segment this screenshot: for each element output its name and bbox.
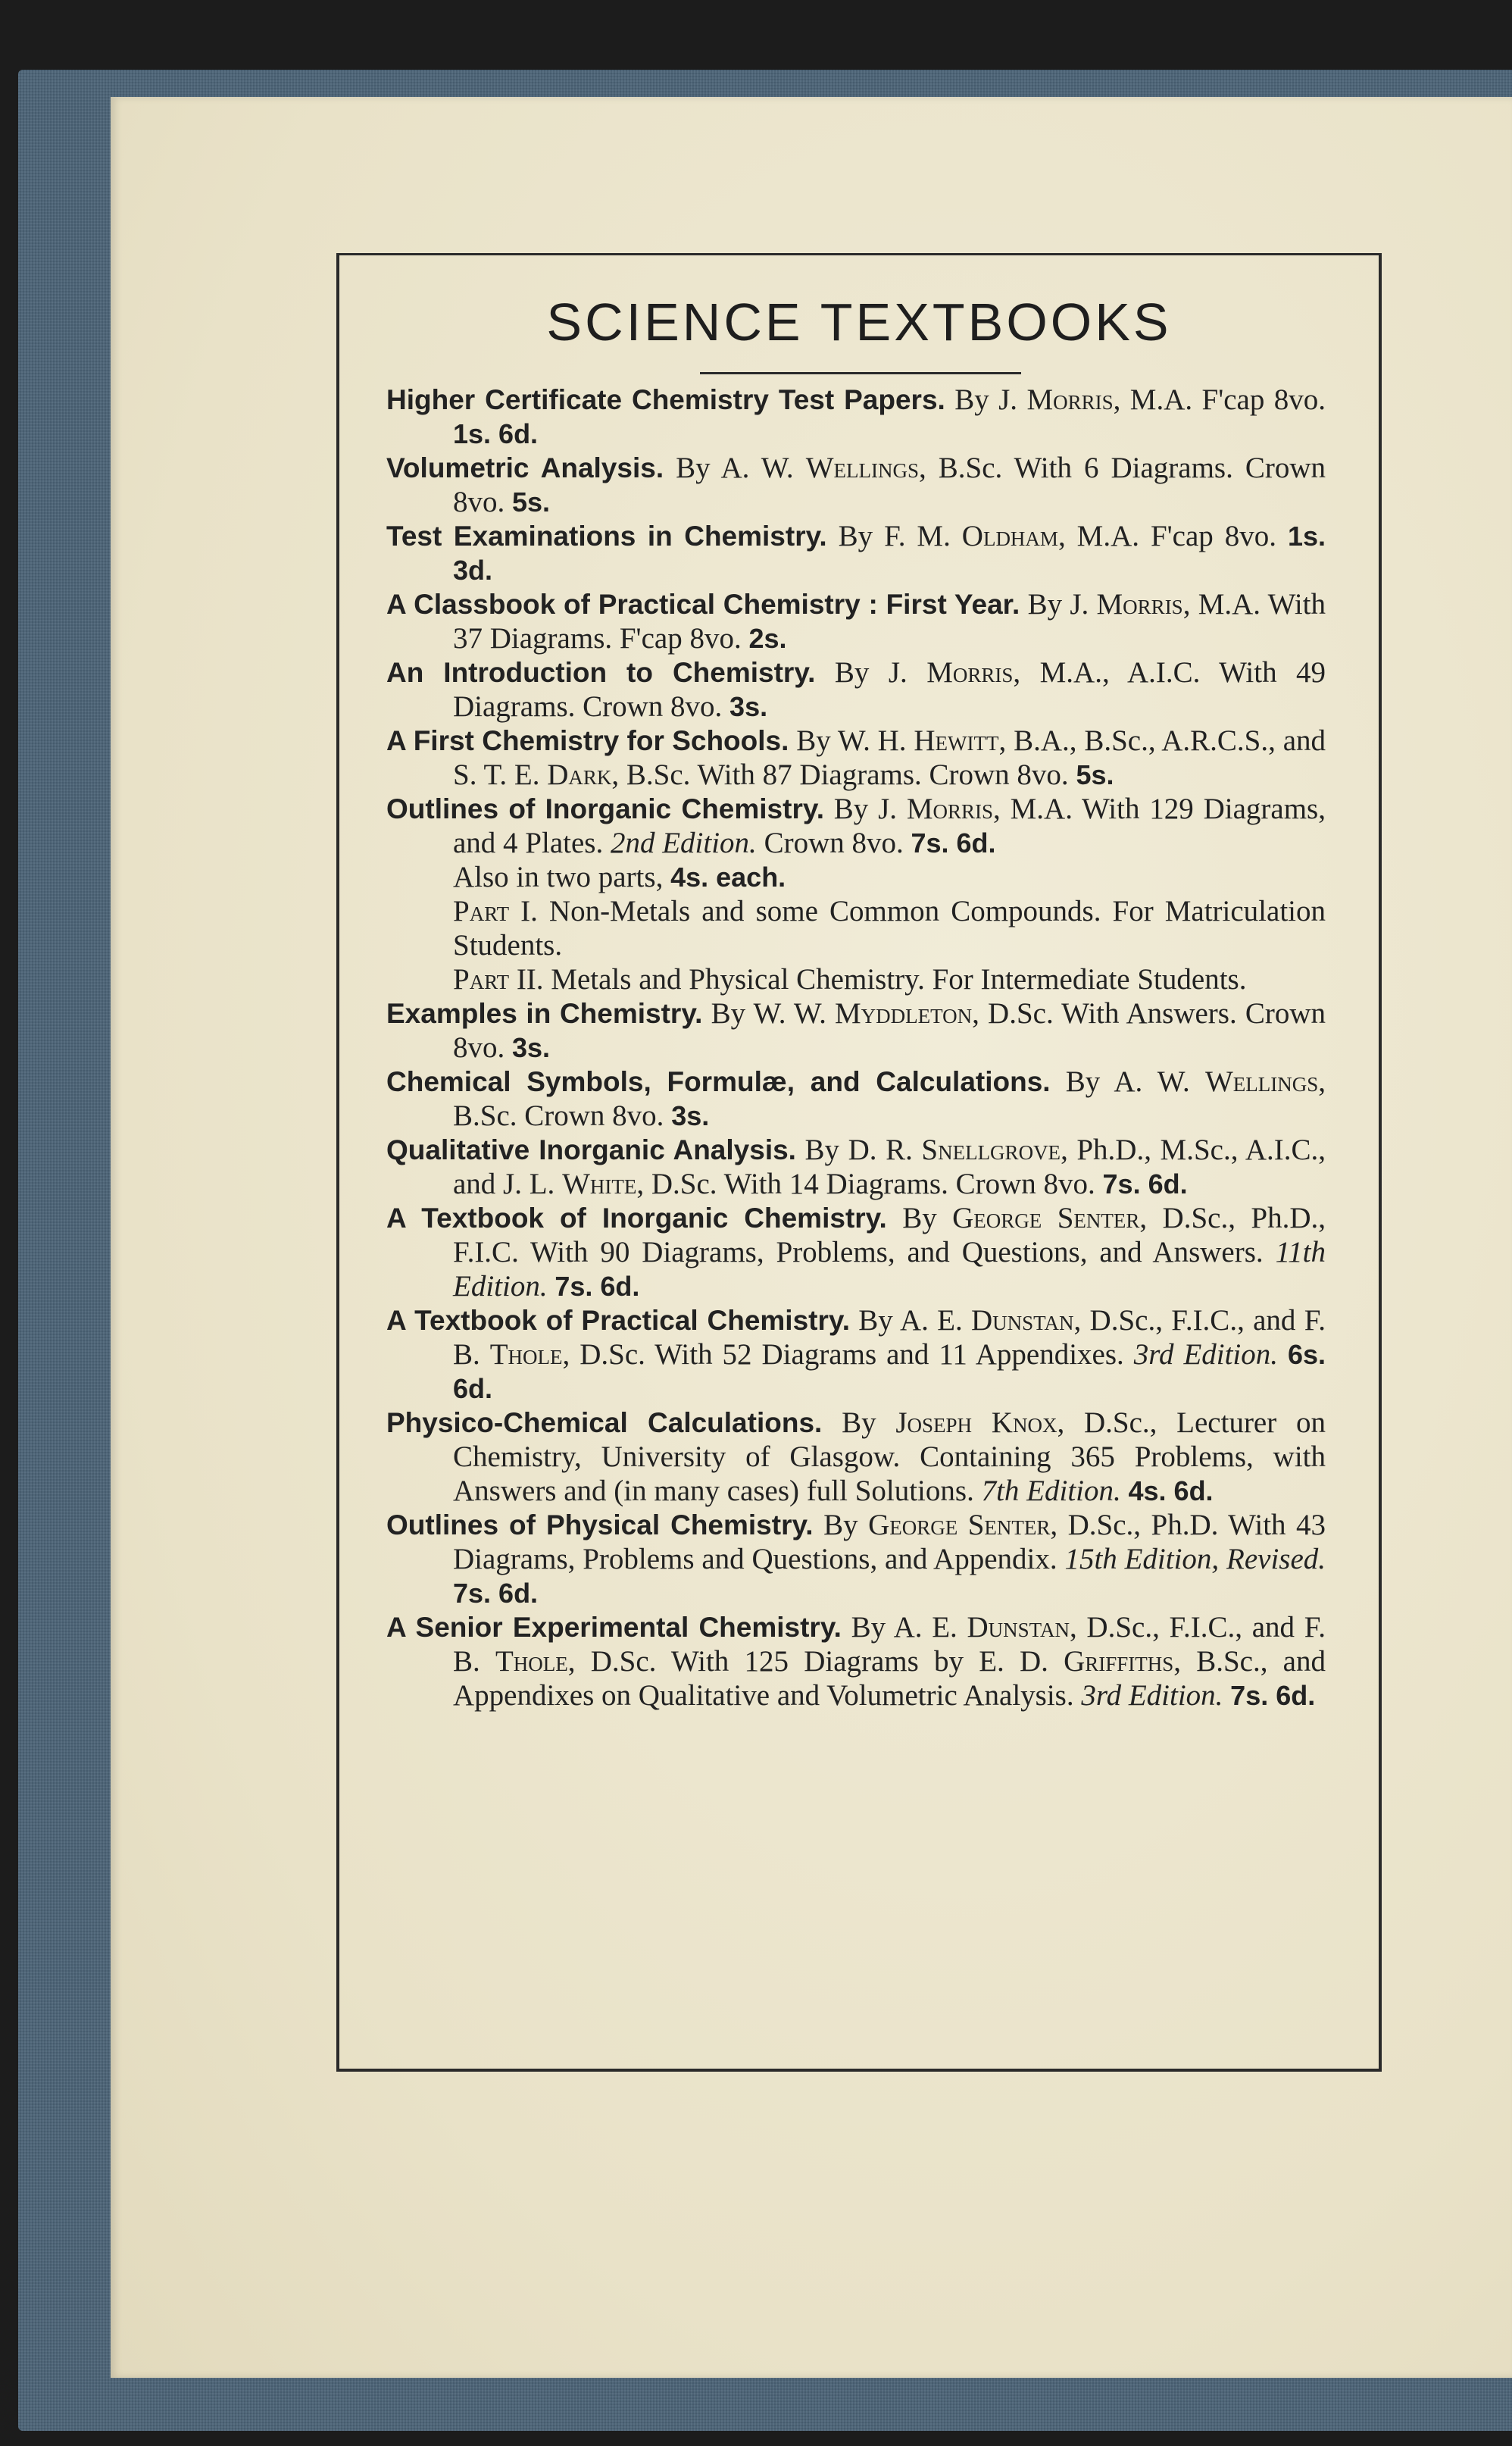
entry-text: By [842, 1406, 896, 1439]
entry-text: By W. H. [796, 724, 914, 757]
entry-text: , B.Sc., and Appendixes on Qualitative and Volumetric Analysis. [453, 1645, 1326, 1712]
entry-text: By D. R. [804, 1134, 922, 1166]
book-title: Volumetric Analysis. [386, 452, 664, 483]
entry-text: , B.A., B.Sc., A.R.C.S., and S. T. E. [453, 724, 1326, 791]
entry-text: , B.Sc. With 6 Diagrams. Crown 8vo. [453, 452, 1326, 518]
book-price: 7s. 6d. [1230, 1680, 1316, 1711]
book-entry [386, 792, 1326, 860]
author-name: Myddleton [834, 997, 973, 1030]
book-entry [386, 383, 1326, 451]
author-name: Dunstan [967, 1611, 1070, 1644]
entry-text: , D.Sc. With 52 Diagrams and 11 Appendixes. [562, 1338, 1124, 1371]
entry-text: By A. E. [858, 1304, 971, 1337]
book-title: Physico-Chemical Calculations. [386, 1407, 823, 1438]
author-name: Wellings [805, 452, 919, 484]
page-heading: SCIENCE TEXTBOOKS [546, 292, 1172, 352]
entry-text: , M.A., A.I.C. With 49 Diagrams. Crown 8vo. [453, 656, 1326, 723]
entry-text: By J. [834, 656, 927, 689]
entry-text: By J. [954, 383, 1027, 416]
edition-label: 15th Edition, Revised. [1064, 1543, 1326, 1575]
book-title: Chemical Symbols, Formulæ, and Calculations. [386, 1066, 1051, 1097]
edition-label: 7th Edition. [981, 1475, 1121, 1507]
entry-text: , D.Sc., F.I.C., and F. B. [453, 1611, 1326, 1678]
author-name: White [562, 1168, 637, 1200]
book-price: 3s. [729, 691, 768, 722]
edition-label: 3rd Edition. [1081, 1679, 1223, 1712]
author-name: Snellgrove [921, 1134, 1061, 1166]
edition-label: 3rd Edition. [1133, 1338, 1279, 1371]
book-price: 4s. 6d. [1128, 1475, 1214, 1506]
part-two [386, 962, 1326, 996]
part-text: Non-Metals and some Common Compounds. For Matriculation Students. [453, 895, 1326, 962]
book-title: A Senior Experimental Chemistry. [386, 1612, 842, 1643]
author-name: Morris [926, 656, 1014, 689]
book-price: 1s. 3d. [453, 521, 1326, 586]
author-name: Joseph Knox [895, 1406, 1057, 1439]
entry-text: Crown 8vo. [764, 827, 904, 859]
author-name: Dark [547, 759, 612, 791]
book-price: 5s. [1076, 759, 1114, 790]
book-entry [386, 519, 1326, 587]
parts-price: 4s. each. [670, 862, 786, 893]
book-title: Outlines of Physical Chemistry. [386, 1509, 814, 1540]
entry-text: By A. W. [676, 452, 806, 484]
book-title: Higher Certificate Chemistry Test Papers. [386, 384, 945, 415]
author-name: Oldham [961, 520, 1058, 552]
book-price: 7s. 6d. [453, 1578, 539, 1609]
entry-text: , B.Sc. With 87 Diagrams. Crown 8vo. [611, 759, 1069, 791]
part-text: Metals and Physical Chemistry. For Intermediate Students. [551, 963, 1247, 996]
book-list [386, 383, 1326, 1713]
entry-text: , M.A. With 129 Diagrams, and 4 Plates. [453, 793, 1326, 859]
author-name: Morris [906, 793, 994, 825]
book-entry [386, 1406, 1326, 1508]
author-name: Griffiths [1064, 1645, 1174, 1678]
part-label: Part II. [453, 963, 544, 996]
book-entry [386, 1201, 1326, 1303]
entry-text: By [902, 1202, 953, 1234]
author-name: Thole [489, 1338, 563, 1371]
book-title: A Textbook of Inorganic Chemistry. [386, 1203, 887, 1234]
entry-text: , D.Sc., Ph.D., F.I.C. With 90 Diagrams, Problems, and Questions, and Answers. [453, 1202, 1326, 1268]
book-title: Qualitative Inorganic Analysis. [386, 1134, 796, 1165]
book-entry [386, 1065, 1326, 1133]
edition-label: 2nd Edition. [610, 827, 757, 859]
parts-note [386, 860, 1326, 894]
book-title: A Classbook of Practical Chemistry : First Year. [386, 589, 1020, 620]
heading-rule [700, 372, 1021, 374]
book-price: 3s. [671, 1100, 710, 1131]
entry-text: , M.A. F'cap 8vo. [1113, 383, 1326, 416]
author-name: Morris [1026, 383, 1114, 416]
entry-text: , D.Sc. With 125 Diagrams by E. D. [567, 1645, 1064, 1678]
entry-text: By A. W. [1065, 1065, 1205, 1098]
part-one [386, 894, 1326, 962]
entry-text: By A. E. [851, 1611, 967, 1644]
entry-text: , D.Sc., Ph.D. With 43 Diagrams, Problems and Questions, and Appendix. [453, 1509, 1326, 1575]
entry-text: , M.A. F'cap 8vo. [1057, 520, 1276, 552]
part-label: Part I. [453, 895, 538, 927]
book-title: An Introduction to Chemistry. [386, 657, 816, 688]
author-name: Morris [1096, 588, 1183, 621]
entry-text: , M.A. With 37 Diagrams. F'cap 8vo. [453, 588, 1326, 655]
author-name: George Senter [952, 1202, 1140, 1234]
book-title: A Textbook of Practical Chemistry. [386, 1305, 850, 1336]
entry-text: By [823, 1509, 869, 1541]
book-price: 2s. [748, 623, 787, 654]
author-name: Wellings [1204, 1065, 1319, 1098]
book-title: Examples in Chemistry. [386, 998, 703, 1029]
entry-text: , D.Sc., Lecturer on Chemistry, University of Glasgow. Containing 365 Problems, with Answers and (in many cases) full Solutions. [453, 1406, 1326, 1507]
book-price: 1s. 6d. [453, 418, 539, 449]
book-entry [386, 655, 1326, 724]
entry-text: By J. [1027, 588, 1097, 621]
book-price: 7s. 6d. [1102, 1168, 1188, 1200]
parts-line: Also in two parts, [453, 861, 664, 893]
book-entry [386, 996, 1326, 1065]
book-price: 7s. 6d. [911, 827, 996, 859]
entry-text: By W. W. [711, 997, 835, 1030]
entry-text: , D.Sc., F.I.C., and F. B. [453, 1304, 1326, 1371]
author-name: Hewitt [914, 724, 999, 757]
book-entry [386, 724, 1326, 792]
book-entry [386, 451, 1326, 519]
author-name: Dunstan [971, 1304, 1074, 1337]
book-entry [386, 587, 1326, 655]
book-title: Test Examinations in Chemistry. [386, 521, 827, 552]
entry-text: By J. [833, 793, 907, 825]
book-entry [386, 1303, 1326, 1406]
book-price: 6s. 6d. [453, 1339, 1326, 1404]
book-price: 5s. [512, 486, 551, 518]
author-name: George Senter [868, 1509, 1051, 1541]
book-price: 7s. 6d. [555, 1271, 640, 1302]
book-entry [386, 1508, 1326, 1610]
entry-text: , B.Sc. Crown 8vo. [453, 1065, 1326, 1132]
book-entry [386, 1133, 1326, 1201]
entry-text: By F. M. [838, 520, 962, 552]
book-title: A First Chemistry for Schools. [386, 725, 789, 756]
author-name: Thole [495, 1645, 568, 1678]
advertisement-frame [336, 253, 1382, 2072]
book-entry [386, 1610, 1326, 1713]
entry-text: , D.Sc. With 14 Diagrams. Crown 8vo. [636, 1168, 1095, 1200]
entry-text: , D.Sc. With Answers. Crown 8vo. [453, 997, 1326, 1064]
book-price: 3s. [512, 1032, 551, 1063]
entry-text: , Ph.D., M.Sc., A.I.C., and J. L. [453, 1134, 1326, 1200]
book-title: Outlines of Inorganic Chemistry. [386, 793, 824, 824]
edition-label: 11th Edition. [453, 1236, 1326, 1303]
